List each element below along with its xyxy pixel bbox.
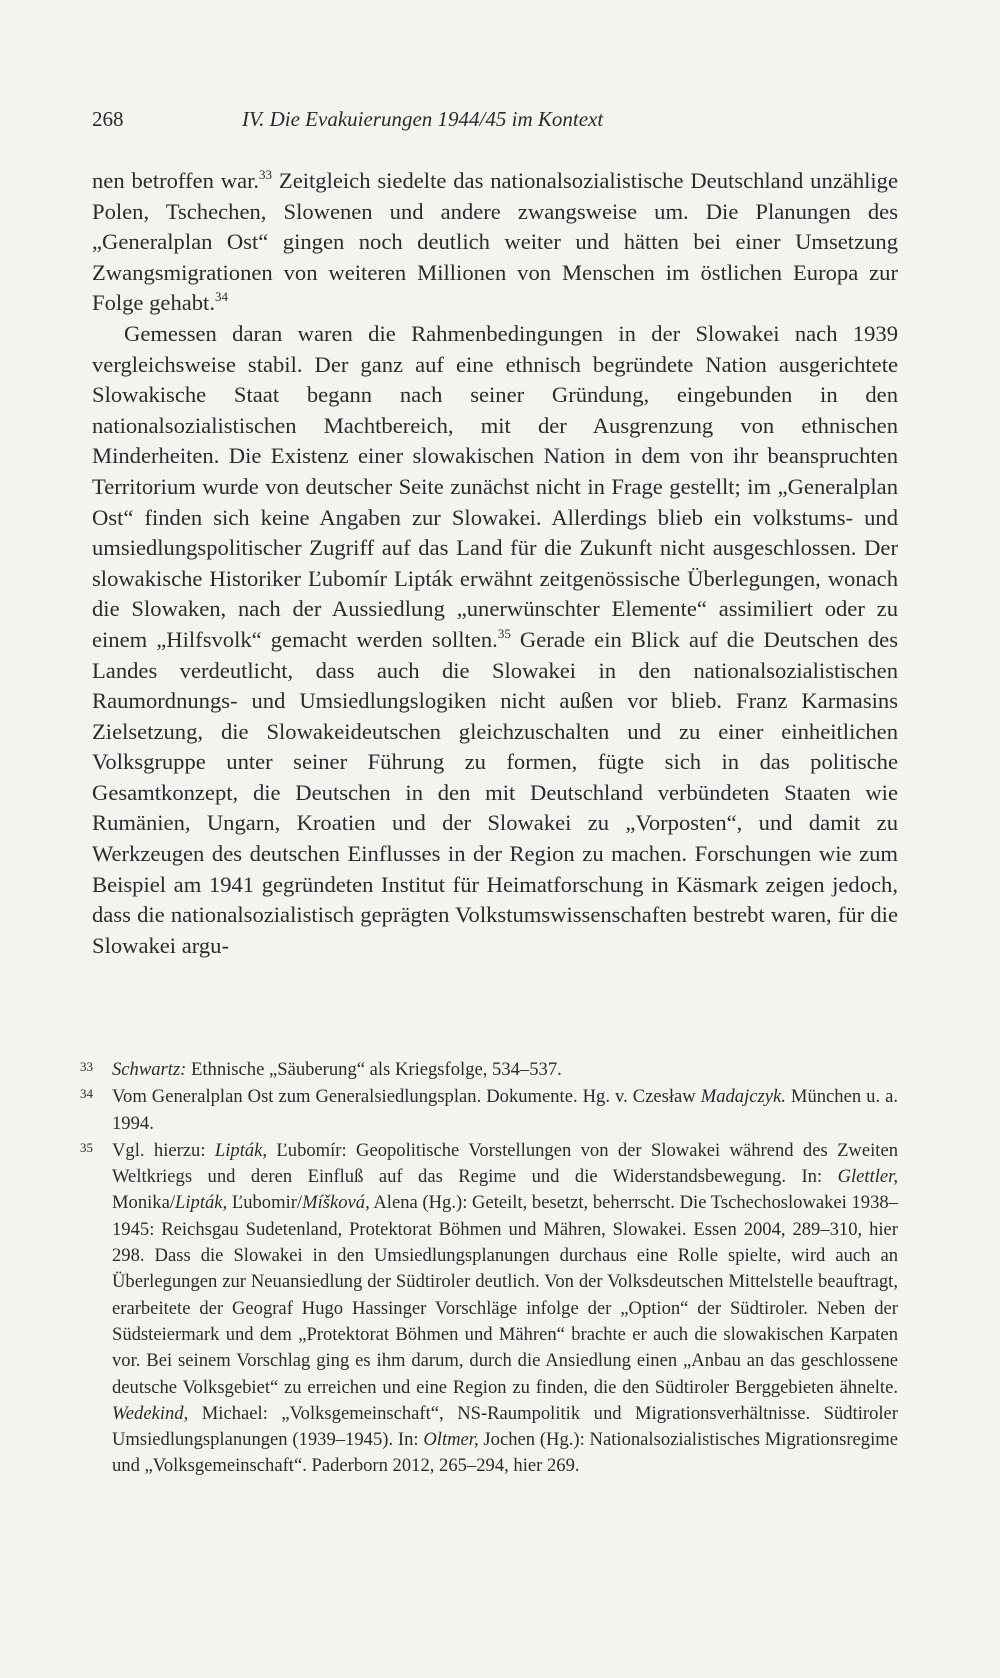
footnotes — [80, 1057, 898, 1481]
running-title: IV. Die Evakuierungen 1944/45 im Kontext — [242, 107, 604, 131]
footnote-ref-35: 35 — [497, 625, 511, 641]
footnote-ref-34: 34 — [215, 289, 228, 305]
footnote-author: Míšková, — [302, 1192, 370, 1214]
footnote-text: Ethnische „Säuberung“ als Kriegsfolge, 534–537. — [186, 1059, 562, 1080]
footnote-author: Madajczyk. — [700, 1086, 786, 1108]
paragraph-2-text-b: Gerade ein Blick auf die Deutschen des Landes verdeutlicht, dass auch die Slowakei in den nationalsozialistischen Raumordnungs- und Umsiedlungslogiken nicht außen vor blieb. Franz Karmasins Zielsetzung, die Slowakeideutschen gleichzuschalten und zu einer einheitlichen Volksgruppe unter seiner Führung zu formen, fügte sich in das politische Gesamtkonzept, die Deutschen in den mit Deutschland verbündeten Staaten wie Rumänien, Ungarn, Kroatien und der Slowakei zu „Vorposten“, und damit zu Werkzeugen des deutschen Einflusses in der Region zu machen. Forschungen wie zum Beispiel am 1941 gegründeten Institut für Heimatforschung in Käsmark zeigen jedoch, dass die nationalsozialistisch geprägten Volkstumswissenschaften bestrebt waren, für die Slowakei argu- — [92, 626, 898, 958]
footnote-text: Ľubomír: Geopolitische Vorstellungen von der Slowakei während des Zweiten Weltkriegs und deren Einfluß auf das Regime und die Widerstandsbewegung. In: — [112, 1139, 898, 1188]
footnote-text: München u. a. 1994. — [112, 1086, 898, 1134]
footnote-35 — [80, 1138, 898, 1480]
footnote-33 — [80, 1057, 898, 1083]
paragraph-2 — [92, 319, 898, 961]
footnote-text: Vom Generalplan Ost zum Generalsiedlungsplan. Dokumente. Hg. v. Czesław — [112, 1086, 701, 1108]
footnote-author: Lipták, — [214, 1139, 268, 1161]
footnote-number: 33 — [80, 1059, 93, 1074]
footnote-text: Michael: „Volksgemeinschaft“, NS-Raumpolitik und Migrationsverhältnisse. Südtiroler Umsiedlungsplanungen (1939–1945). In: — [112, 1402, 898, 1451]
footnote-number: 34 — [80, 1086, 93, 1102]
footnote-text: Vgl. hierzu: — [112, 1139, 215, 1161]
footnote-ref-33: 33 — [259, 167, 273, 182]
footnote-author: Wedekind, — [112, 1402, 189, 1424]
footnote-text: Monika/ — [112, 1192, 176, 1214]
footnote-author: Schwartz: — [112, 1059, 187, 1080]
paragraph-1-text-b: Zeitgleich siedelte das nationalsozialistische Deutschland unzählige Polen, Tschechen, Slowenen und andere zwangsweise um. Die Planungen des „Generalplan Ost“ gingen noch deutlich weiter und hätten bei einer Umsetzung Zwangsmigrationen von weiteren Millionen von Menschen im östlichen Europa zur Folge gehabt. — [92, 168, 898, 316]
footnote-number: 35 — [80, 1139, 93, 1155]
page-number: 268 — [92, 107, 124, 131]
paragraph-2-text-a: Gemessen daran waren die Rahmenbedingungen in der Slowakei nach 1939 vergleichsweise stabil. Der ganz auf eine ethnisch begründete Nation ausgerichtete Slowakische Staat begann nach seiner Gründung, eingebunden in den nationalsozialistischen Machtbereich, mit der Ausgrenzung von ethnischen Minderheiten. Die Existenz einer slowakischen Nation in dem von ihr beanspruchten Territorium wurde von deutscher Seite zunächst nicht in Frage gestellt; im „Generalplan Ost“ finden sich keine Angaben zur Slowakei. Allerdings blieb ein volkstums- und umsiedlungspolitischer Zugriff auf das Land für die Zukunft nicht ausgeschlossen. Der slowakische Historiker Ľubomír Lipták erwähnt zeitgenössische Überlegungen, wonach die Slowaken, nach der Aussiedlung „unerwünschter Elemente“ assimiliert oder zu einem „Hilfsvolk“ gemacht werden sollten. — [92, 320, 898, 652]
page-header — [92, 104, 772, 134]
paragraph-1-text-a: nen betroffen war. — [92, 168, 260, 193]
paragraph-1 — [92, 166, 898, 319]
footnote-text: Alena (Hg.): Geteilt, besetzt, beherrscht. Die Tschechoslowakei 1938–1945: Reichsgau Sudetenland, Protektorat Böhmen und Mähren, Slowakei. Essen 2004, 289–310, hier 298. Dass die Slowakei in den Umsiedlungsplanungen durchaus eine Rolle spielte, wird auch an Überlegungen zur Neuansiedlung der Südtiroler deutlich. Von der Volksdeutschen Mittelstelle beauftragt, erarbeitete der Geograf Hugo Hassinger Vorschläge infolge der „Option“ der Südtiroler. Neben der Südsteiermark und dem „Protektorat Böhmen und Mähren“ brachte er auch die slowakischen Karpaten vor. Bei seinem Vorschlag ging es ihm darum, durch die Ansiedlung einen „Anbau an das geschlossene deutsche Volksgebiet“ zu erreichen und eine Region zu finden, die den Südtiroler Berggebieten ähnelte. — [112, 1192, 898, 1398]
footnote-text: Ľubomir/ — [227, 1192, 303, 1214]
footnote-author: Oltmer, — [423, 1429, 479, 1451]
footnote-author: Glettler, — [837, 1166, 898, 1188]
body-text — [92, 166, 898, 961]
footnote-text: Jochen (Hg.): Nationalsozialistisches Migrationsregime und „Volksgemeinschaft“. Paderborn 2012, 265–294, hier 269. — [112, 1429, 898, 1477]
footnote-34 — [80, 1084, 898, 1137]
footnote-author: Lipták, — [175, 1192, 228, 1214]
